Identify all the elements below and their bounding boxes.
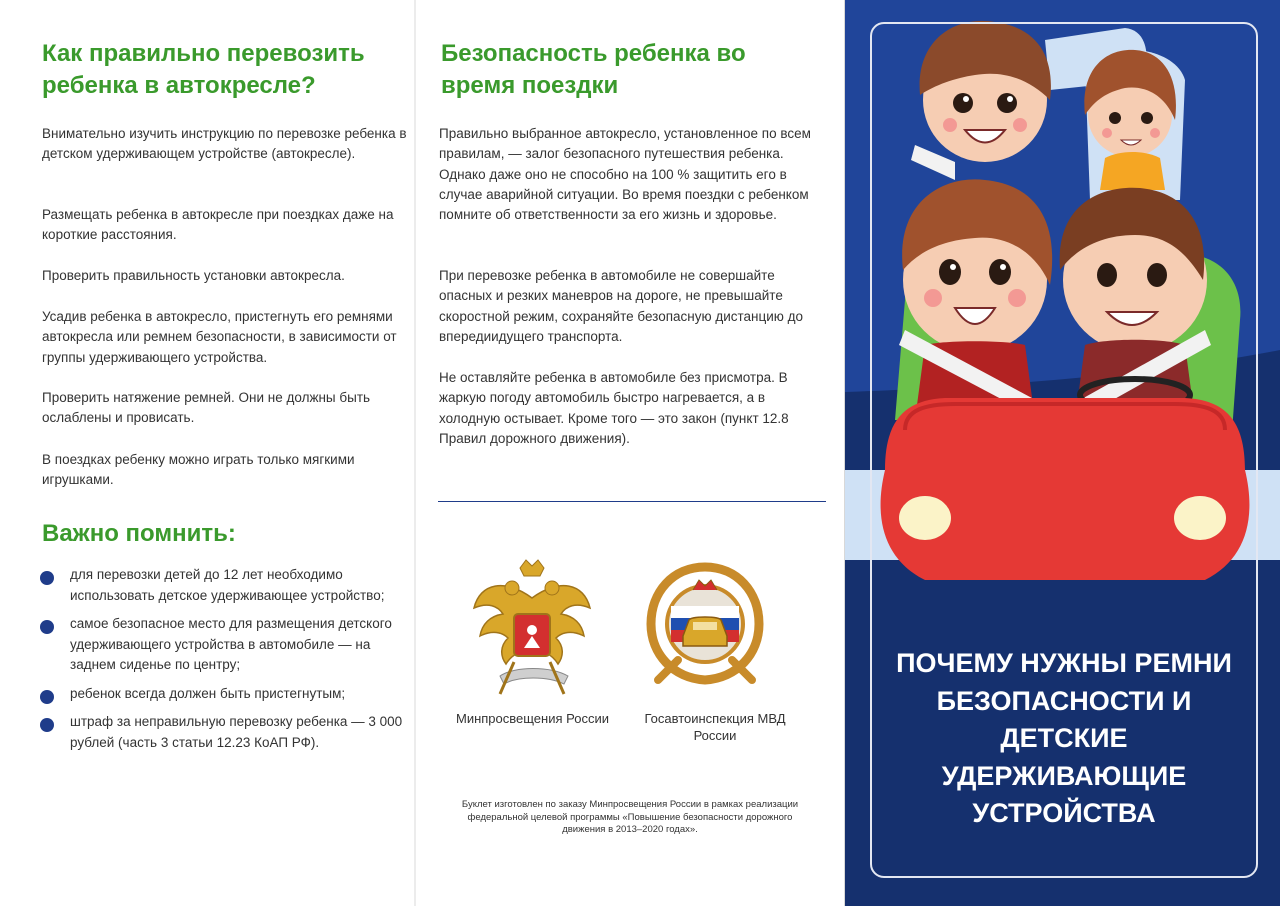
left-paragraph-5: Проверить натяжение ремней. Они не должны быть ослаблены и провисать. [42, 390, 371, 426]
middle-paragraph-2: При перевозке ребенка в автомобиле не совершайте опасных и резких маневров на дороге, не превышайте скоростной режим, сохраняйте безопасную дистанцию до впередиидущего транспорта. [439, 268, 804, 344]
cover-panel [845, 0, 1280, 906]
left-heading: Как правильно перевозить ребенка в автокресле? [42, 40, 365, 99]
bullet-text: самое безопасное место для размещения детского удерживающего устройства в автомобиле — на заднем сиденье по центру; [70, 616, 392, 672]
left-panel [0, 0, 415, 906]
bullet-text: для перевозки детей до 12 лет необходимо использовать детское удерживающее устройство; [70, 567, 385, 603]
logo-left-caption: Минпросвещения России [456, 711, 609, 726]
list-item [40, 614, 410, 676]
list-item [40, 712, 410, 753]
important-list [40, 565, 410, 761]
cover-title: ПОЧЕМУ НУЖНЫ РЕМНИ БЕЗОПАСНОСТИ И ДЕТСКИЕ УДЕРЖИВАЮЩИЕ УСТРОЙСТВА [896, 648, 1232, 828]
bullet-dot-icon [40, 620, 54, 634]
bullet-dot-icon [40, 718, 54, 732]
bullet-text: ребенок всегда должен быть пристегнутым; [70, 685, 346, 701]
horizontal-divider [438, 501, 826, 502]
left-paragraph-1: Внимательно изучить инструкцию по перевозке ребенка в детском удерживающем устройстве (автокресле). [42, 126, 407, 162]
bullet-text: штраф за неправильную перевозку ребенка — 3 000 рублей (часть 3 статьи 12.23 КоАП РФ). [70, 714, 403, 750]
logo-right-caption: Госавтоинспекция МВД России [644, 711, 786, 743]
footnote: Буклет изготовлен по заказу Минпросвещения России в рамках реализации федеральной целевой программы «Повышение безопасности дорожного движения в 2013–2020 годах». [461, 799, 799, 835]
double-headed-eagle-emblem-icon [470, 558, 595, 698]
middle-paragraph-3: Не оставляйте ребенка в автомобиле без присмотра. В жаркую погоду автомобиль быстро нагревается, а в холодную остывает. Кроме того — это закон (пункт 12.8 Правил дорожного движения). [439, 370, 789, 446]
left-paragraph-2: Размещать ребенка в автокресле при поездках даже на короткие расстояния. [42, 207, 394, 243]
list-item [40, 684, 410, 705]
traffic-police-emblem-icon [643, 562, 768, 697]
middle-heading: Безопасность ребенка во время поездки [441, 40, 746, 99]
left-paragraph-3: Проверить правильность установки автокресла. [42, 268, 345, 283]
left-paragraph-4: Усадив ребенка в автокресло, пристегнуть его ремнями автокресла или ремнем безопасности, в зависимости от группы удерживающего устройства. [42, 309, 397, 365]
bullet-dot-icon [40, 571, 54, 585]
middle-panel [415, 0, 845, 906]
middle-paragraph-1: Правильно выбранное автокресло, установленное по всем правилам, — залог безопасного путешествия ребенка. Однако даже оно не способно на 100 % защитить его в случае аварийной ситуации. Во время поездки с ребенком помните об ответственности за его жизнь и здоровье. [439, 126, 811, 223]
left-paragraph-6: В поездках ребенку можно играть только мягкими игрушками. [42, 452, 355, 488]
list-item [40, 565, 410, 606]
important-heading: Важно помнить: [42, 520, 236, 547]
bullet-dot-icon [40, 690, 54, 704]
